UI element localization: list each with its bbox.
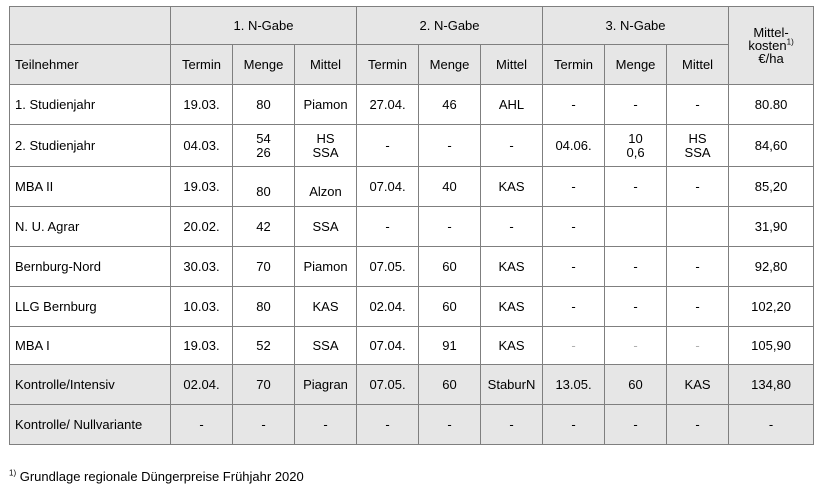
table-row — [10, 85, 814, 125]
menge-cell: - — [419, 125, 481, 167]
table-row — [10, 365, 814, 405]
header-menge-2: Menge — [419, 45, 481, 85]
menge-cell: - — [605, 287, 667, 327]
table-row — [10, 327, 814, 365]
mittel-cell: - — [481, 405, 543, 445]
cost-cell: 92,80 — [729, 247, 814, 287]
menge-cell: 10 0,6 — [605, 125, 667, 167]
menge-cell: - — [605, 85, 667, 125]
termin-cell: 02.04. — [357, 287, 419, 327]
mittel-cell: KAS — [481, 247, 543, 287]
termin-cell: 19.03. — [171, 85, 233, 125]
termin-cell: 07.05. — [357, 247, 419, 287]
mittel-cell: - — [667, 287, 729, 327]
termin-cell: 19.03. — [171, 327, 233, 365]
header-cost: Mittel- kosten$^{1)}$ €/ha — [729, 7, 814, 85]
menge-cell: - — [605, 247, 667, 287]
termin-cell: 20.02. — [171, 207, 233, 247]
mittel-cell: HS SSA — [667, 125, 729, 167]
termin-cell: 30.03. — [171, 247, 233, 287]
mittel-cell: KAS — [481, 327, 543, 365]
participant-cell: MBA II — [10, 167, 171, 207]
header-mittel-3: Mittel — [667, 45, 729, 85]
table-row — [10, 207, 814, 247]
menge-cell: - — [605, 405, 667, 445]
menge-cell: - — [605, 327, 667, 365]
menge-cell: 46 — [419, 85, 481, 125]
menge-cell: 70 — [233, 365, 295, 405]
menge-cell: 60 — [419, 287, 481, 327]
header-mittel-1: Mittel — [295, 45, 357, 85]
menge-cell: 52 — [233, 327, 295, 365]
mittel-cell: KAS — [295, 287, 357, 327]
header-row-columns — [10, 45, 814, 85]
termin-cell: - — [357, 405, 419, 445]
footnote-text: Grundlage regionale Düngerpreise Frühjahr 2020 — [16, 469, 304, 484]
table-row — [10, 287, 814, 327]
termin-cell: - — [543, 287, 605, 327]
mittel-cell: - — [481, 207, 543, 247]
menge-cell: 80 — [233, 287, 295, 327]
menge-cell: 40 — [419, 167, 481, 207]
termin-cell: 02.04. — [171, 365, 233, 405]
header-mittel-2: Mittel — [481, 45, 543, 85]
mittel-cell: KAS — [481, 287, 543, 327]
cost-cell: 80.80 — [729, 85, 814, 125]
header-group-2: 2. N-Gabe — [357, 7, 543, 45]
mittel-cell: - — [667, 327, 729, 365]
termin-cell: 07.04. — [357, 327, 419, 365]
menge-cell: 54 26 — [233, 125, 295, 167]
termin-cell: - — [543, 247, 605, 287]
mittel-cell: AHL — [481, 85, 543, 125]
mittel-cell: - — [481, 125, 543, 167]
table-row — [10, 247, 814, 287]
participant-cell: Bernburg-Nord — [10, 247, 171, 287]
menge-cell: 70 — [233, 247, 295, 287]
fertilizer-table — [9, 6, 814, 445]
participant-cell: Kontrolle/Intensiv — [10, 365, 171, 405]
mittel-cell: KAS — [667, 365, 729, 405]
mittel-cell: KAS — [481, 167, 543, 207]
cost-cell: - — [729, 405, 814, 445]
cost-cell: 105,90 — [729, 327, 814, 365]
mittel-cell: SSA — [295, 207, 357, 247]
header-termin-3: Termin — [543, 45, 605, 85]
header-termin-1: Termin — [171, 45, 233, 85]
menge-cell: 80 — [233, 85, 295, 125]
termin-cell: 04.03. — [171, 125, 233, 167]
menge-cell: - — [605, 167, 667, 207]
menge-cell: - — [419, 207, 481, 247]
termin-cell: - — [543, 405, 605, 445]
termin-cell: - — [171, 405, 233, 445]
termin-cell: - — [543, 85, 605, 125]
menge-cell: 60 — [419, 247, 481, 287]
header-termin-2: Termin — [357, 45, 419, 85]
footnote-marker: 1) — [9, 468, 17, 478]
mittel-cell: Piamon — [295, 85, 357, 125]
mittel-cell: Alzon — [295, 167, 357, 207]
mittel-cell: - — [667, 247, 729, 287]
termin-cell: 07.04. — [357, 167, 419, 207]
table-row — [10, 167, 814, 207]
termin-cell: 07.05. — [357, 365, 419, 405]
participant-cell: 2. Studienjahr — [10, 125, 171, 167]
header-group-1: 1. N-Gabe — [171, 7, 357, 45]
termin-cell: 19.03. — [171, 167, 233, 207]
participant-cell: 1. Studienjahr — [10, 85, 171, 125]
termin-cell: - — [543, 327, 605, 365]
termin-cell: 04.06. — [543, 125, 605, 167]
mittel-cell: SSA — [295, 327, 357, 365]
menge-cell: 60 — [605, 365, 667, 405]
table-row — [10, 125, 814, 167]
participant-cell: N. U. Agrar — [10, 207, 171, 247]
table-row — [10, 405, 814, 445]
menge-cell: - — [233, 405, 295, 445]
termin-cell: 13.05. — [543, 365, 605, 405]
mittel-cell — [667, 207, 729, 247]
cost-cell: 84,60 — [729, 125, 814, 167]
termin-cell: - — [543, 167, 605, 207]
mittel-cell: - — [667, 167, 729, 207]
cost-cell: 85,20 — [729, 167, 814, 207]
participant-cell: Kontrolle/ Nullvariante — [10, 405, 171, 445]
menge-cell: 60 — [419, 365, 481, 405]
mittel-cell: - — [295, 405, 357, 445]
mittel-cell: - — [667, 405, 729, 445]
mittel-cell: Piagran — [295, 365, 357, 405]
menge-cell: 80 — [233, 167, 295, 207]
mittel-cell: HS SSA — [295, 125, 357, 167]
termin-cell: 27.04. — [357, 85, 419, 125]
termin-cell: - — [543, 207, 605, 247]
menge-cell: - — [419, 405, 481, 445]
termin-cell: 10.03. — [171, 287, 233, 327]
menge-cell: 91 — [419, 327, 481, 365]
footnote — [9, 469, 304, 485]
termin-cell: - — [357, 125, 419, 167]
mittel-cell: - — [667, 85, 729, 125]
header-empty-cell — [10, 7, 171, 45]
header-menge-1: Menge — [233, 45, 295, 85]
menge-cell: 42 — [233, 207, 295, 247]
termin-cell: - — [357, 207, 419, 247]
mittel-cell: StaburN — [481, 365, 543, 405]
participant-cell: MBA I — [10, 327, 171, 365]
participant-cell: LLG Bernburg — [10, 287, 171, 327]
cost-cell: 102,20 — [729, 287, 814, 327]
menge-cell — [605, 207, 667, 247]
header-row-groups — [10, 7, 814, 45]
cost-cell: 134,80 — [729, 365, 814, 405]
cost-cell: 31,90 — [729, 207, 814, 247]
header-group-3: 3. N-Gabe — [543, 7, 729, 45]
mittel-cell: Piamon — [295, 247, 357, 287]
header-participant: Teilnehmer — [10, 45, 171, 85]
header-menge-3: Menge — [605, 45, 667, 85]
